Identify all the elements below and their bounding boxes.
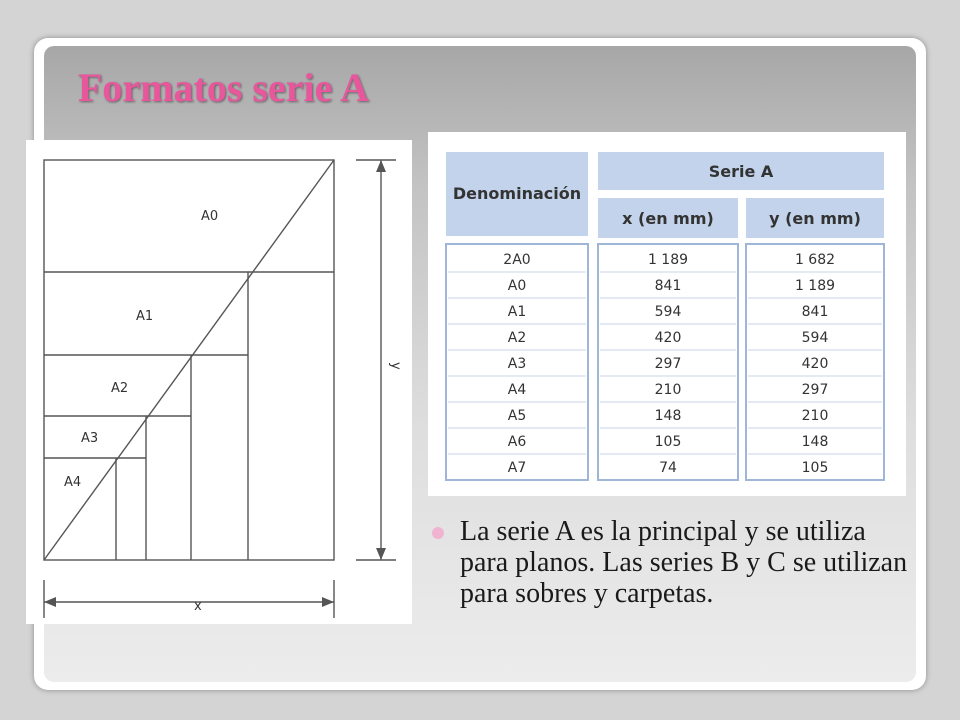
table-cell-x: 105 bbox=[654, 434, 682, 450]
table-cell-x: 594 bbox=[654, 304, 682, 320]
slide-title: Formatos serie A bbox=[78, 65, 370, 110]
table-cell-x: 841 bbox=[654, 278, 682, 294]
table-cell-x: 1 189 bbox=[647, 252, 689, 268]
label-x-axis: x bbox=[194, 599, 202, 614]
table-cell-name: A2 bbox=[507, 330, 527, 346]
x-arrow-right bbox=[322, 597, 334, 607]
table-cell-y: 210 bbox=[801, 408, 829, 424]
header-x-text: x (en mm) bbox=[622, 209, 714, 228]
table-cell-y: 1 189 bbox=[794, 278, 836, 294]
header-y-text: y (en mm) bbox=[769, 209, 861, 228]
paper-format-diagram bbox=[26, 140, 412, 624]
label-a2: A2 bbox=[111, 381, 129, 396]
table-cell-y: 148 bbox=[801, 434, 829, 450]
serie-a-table bbox=[428, 132, 906, 496]
label-a1: A1 bbox=[136, 309, 154, 324]
table-cell-y: 297 bbox=[801, 382, 829, 398]
bullet-item bbox=[432, 516, 912, 609]
table-cell-x: 420 bbox=[654, 330, 682, 346]
header-serie-text: Serie A bbox=[708, 162, 774, 181]
table-cell-x: 210 bbox=[654, 382, 682, 398]
label-a4: A4 bbox=[64, 475, 82, 490]
table-cell-y: 420 bbox=[801, 356, 829, 372]
bullet-text: La serie A es la principal y se utiliza para planos. Las series B y C se utilizan para sobres y carpetas. bbox=[460, 516, 908, 609]
label-y-axis: y bbox=[388, 362, 403, 370]
header-denominacion-text: Denominación bbox=[452, 184, 582, 203]
table-cell-name: A0 bbox=[507, 278, 527, 294]
diagonal-line bbox=[44, 160, 334, 560]
table-cell-y: 841 bbox=[801, 304, 829, 320]
table-cell-name: A1 bbox=[507, 304, 527, 320]
table-cell-x: 148 bbox=[654, 408, 682, 424]
table-cell-name: A3 bbox=[507, 356, 527, 372]
table-cell-name: A5 bbox=[507, 408, 527, 424]
label-a0: A0 bbox=[201, 209, 219, 224]
table-rows bbox=[448, 252, 882, 476]
table-cell-name: A4 bbox=[507, 382, 527, 398]
x-arrow-left bbox=[44, 597, 56, 607]
table-cell-name: A7 bbox=[507, 460, 527, 476]
table-cell-x: 297 bbox=[654, 356, 682, 372]
table-cell-name: 2A0 bbox=[503, 252, 531, 268]
bullet-dot bbox=[432, 527, 444, 539]
table-cell-y: 1 682 bbox=[794, 252, 836, 268]
y-arrow-top bbox=[376, 160, 386, 172]
table-cell-name: A6 bbox=[507, 434, 527, 450]
y-arrow-bottom bbox=[376, 548, 386, 560]
label-a3: A3 bbox=[81, 431, 99, 446]
table-cell-y: 105 bbox=[801, 460, 829, 476]
table-cell-x: 74 bbox=[659, 460, 677, 476]
table-cell-y: 594 bbox=[801, 330, 829, 346]
